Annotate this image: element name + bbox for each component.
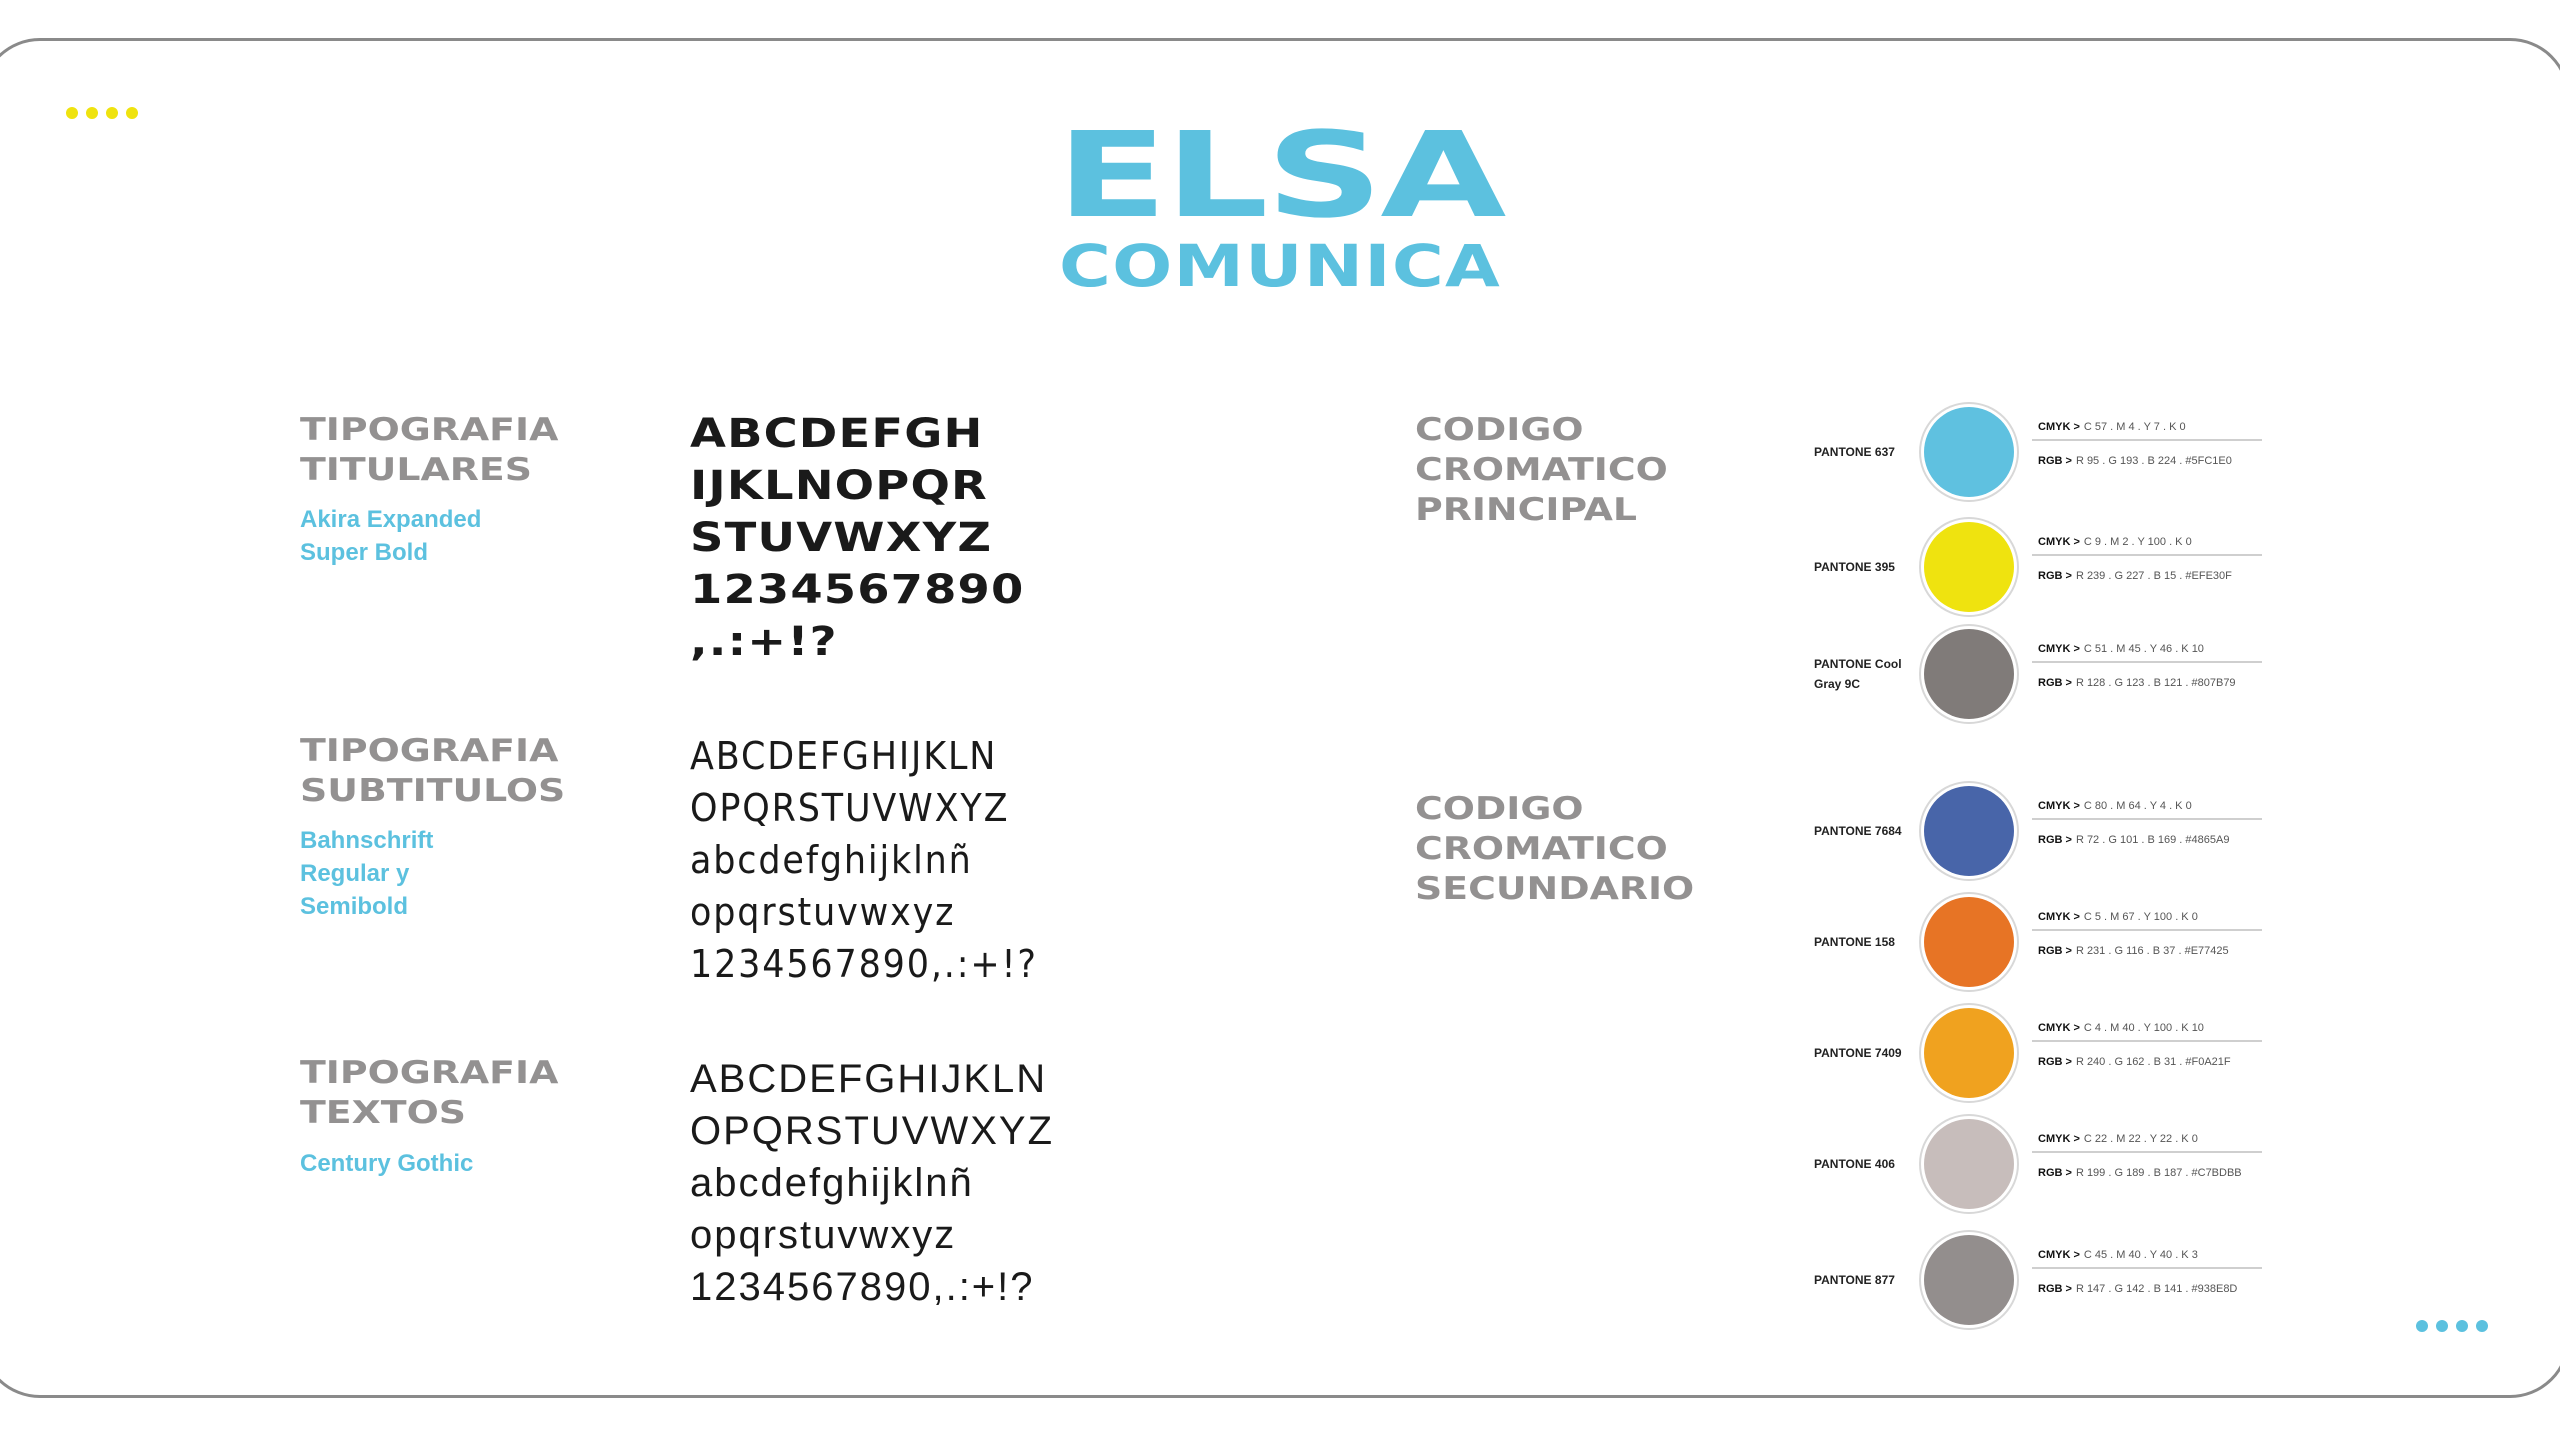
typography-titulares-heading: TIPOGRAFIA TITULARES xyxy=(300,412,559,488)
specimen-line: abcdefghijklnñ xyxy=(690,838,973,882)
specimen-line: opqrstuvwxyz xyxy=(690,890,956,934)
typography-titulares-specimen xyxy=(690,408,1024,668)
rgb-value: R 231 . G 116 . B 37 . #E77425 xyxy=(2075,945,2229,957)
color-swatch xyxy=(1800,407,2260,497)
pantone-label: PANTONE 395 xyxy=(1814,560,1895,574)
cmyk-value: C 9 . M 2 . Y 100 . K 0 xyxy=(2083,536,2192,548)
cmyk-value: C 80 . M 64 . Y 4 . K 0 xyxy=(2083,800,2192,812)
specimen-line: OPQRSTUVWXYZ xyxy=(690,1109,1055,1153)
color-circle xyxy=(1924,629,2014,719)
divider xyxy=(2032,818,2262,820)
color-circle xyxy=(1924,1235,2014,1325)
color-codes xyxy=(2038,534,2250,584)
yellow-dot-icon xyxy=(106,107,118,119)
specimen-line: ABCDEFGHIJKLN xyxy=(690,1057,1048,1101)
color-codes xyxy=(2038,1247,2250,1297)
color-circle xyxy=(1924,407,2014,497)
cmyk-value: C 5 . M 67 . Y 100 . K 0 xyxy=(2083,911,2198,923)
color-codes xyxy=(2038,419,2250,469)
rgb-label: RGB > xyxy=(2038,834,2072,846)
pantone-label: PANTONE Cool Gray 9C xyxy=(1814,657,1902,691)
divider xyxy=(2032,929,2262,931)
dots-decoration-top-left xyxy=(66,107,138,119)
divider xyxy=(2032,439,2262,441)
specimen-line: abcdefghijklnñ xyxy=(690,1161,974,1205)
specimen-line: ABCDEFGHIJKLN xyxy=(690,734,998,778)
blue-dot-icon xyxy=(2416,1320,2428,1332)
rgb-line xyxy=(2038,568,2250,584)
divider xyxy=(2032,1151,2262,1153)
rgb-line xyxy=(2038,1054,2250,1070)
color-swatch xyxy=(1800,1119,2260,1209)
cmyk-value: C 4 . M 40 . Y 100 . K 10 xyxy=(2083,1022,2204,1034)
color-swatch xyxy=(1800,786,2260,876)
specimen-line: ABCDEFGH xyxy=(690,411,984,457)
brand-logo xyxy=(1040,106,1520,301)
cmyk-line xyxy=(2038,1020,2250,1036)
color-codes xyxy=(2038,1131,2250,1181)
color-codes xyxy=(2038,798,2250,848)
color-circle xyxy=(1924,522,2014,612)
cmyk-line xyxy=(2038,798,2250,814)
logo-main-text: ELSA xyxy=(1056,106,1504,244)
color-codes xyxy=(2038,909,2250,959)
rgb-label: RGB > xyxy=(2038,677,2072,689)
color-swatch xyxy=(1800,1008,2260,1098)
rgb-label: RGB > xyxy=(2038,455,2072,467)
color-codes xyxy=(2038,641,2250,691)
rgb-line xyxy=(2038,675,2250,691)
rgb-value: R 95 . G 193 . B 224 . #5FC1E0 xyxy=(2075,455,2232,467)
typography-subtitulos-heading: TIPOGRAFIA SUBTITULOS xyxy=(300,733,566,809)
blue-dot-icon xyxy=(2436,1320,2448,1332)
cmyk-label: CMYK > xyxy=(2038,643,2080,655)
yellow-dot-icon xyxy=(86,107,98,119)
color-circle xyxy=(1924,1119,2014,1209)
pantone-label: PANTONE 7409 xyxy=(1814,1046,1902,1060)
pantone-label: PANTONE 7684 xyxy=(1814,824,1902,838)
cmyk-line xyxy=(2038,641,2250,657)
pantone-label: PANTONE 877 xyxy=(1814,1273,1895,1287)
rgb-value: R 240 . G 162 . B 31 . #F0A21F xyxy=(2075,1056,2231,1068)
divider xyxy=(2032,1267,2262,1269)
rgb-value: R 147 . G 142 . B 141 . #938E8D xyxy=(2075,1283,2238,1295)
pantone-label: PANTONE 406 xyxy=(1814,1157,1895,1171)
divider xyxy=(2032,554,2262,556)
cmyk-label: CMYK > xyxy=(2038,1022,2080,1034)
cmyk-line xyxy=(2038,419,2250,435)
pantone-label: PANTONE 158 xyxy=(1814,935,1895,949)
color-circle xyxy=(1924,1008,2014,1098)
typography-titulares-font: Akira Expanded Super Bold xyxy=(300,506,482,566)
cmyk-label: CMYK > xyxy=(2038,1133,2080,1145)
cmyk-line xyxy=(2038,1247,2250,1263)
rgb-label: RGB > xyxy=(2038,945,2072,957)
rgb-label: RGB > xyxy=(2038,570,2072,582)
rgb-label: RGB > xyxy=(2038,1283,2072,1295)
typography-subtitulos-specimen xyxy=(690,730,1038,990)
color-circle xyxy=(1924,897,2014,987)
color-secondary-heading: CODIGO CROMATICO SECUNDARIO xyxy=(1415,791,1695,907)
color-primary-heading: CODIGO CROMATICO PRINCIPAL xyxy=(1415,412,1668,528)
rgb-label: RGB > xyxy=(2038,1056,2072,1068)
rgb-line xyxy=(2038,1281,2250,1297)
pantone-label: PANTONE 637 xyxy=(1814,445,1895,459)
typography-subtitulos-font: Bahnschrift Regular y Semibold xyxy=(300,827,434,920)
cmyk-label: CMYK > xyxy=(2038,536,2080,548)
cmyk-label: CMYK > xyxy=(2038,911,2080,923)
cmyk-line xyxy=(2038,534,2250,550)
divider xyxy=(2032,1040,2262,1042)
divider xyxy=(2032,661,2262,663)
rgb-value: R 128 . G 123 . B 121 . #807B79 xyxy=(2075,677,2236,689)
color-swatch xyxy=(1800,897,2260,987)
rgb-label: RGB > xyxy=(2038,1167,2072,1179)
specimen-line: opqrstuvwxyz xyxy=(690,1213,957,1257)
cmyk-label: CMYK > xyxy=(2038,421,2080,433)
color-circle xyxy=(1924,786,2014,876)
specimen-line: OPQRSTUVWXYZ xyxy=(690,786,1010,830)
yellow-dot-icon xyxy=(126,107,138,119)
rgb-value: R 239 . G 227 . B 15 . #EFE30F xyxy=(2075,570,2232,582)
cmyk-line xyxy=(2038,1131,2250,1147)
cmyk-label: CMYK > xyxy=(2038,1249,2080,1261)
rgb-line xyxy=(2038,1165,2250,1181)
blue-dot-icon xyxy=(2476,1320,2488,1332)
cmyk-value: C 57 . M 4 . Y 7 . K 0 xyxy=(2083,421,2186,433)
typography-textos-font: Century Gothic xyxy=(300,1150,474,1177)
blue-dot-icon xyxy=(2456,1320,2468,1332)
specimen-line: STUVWXYZ xyxy=(690,515,993,561)
specimen-line: IJKLNOPQR xyxy=(690,463,988,509)
cmyk-value: C 22 . M 22 . Y 22 . K 0 xyxy=(2083,1133,2198,1145)
specimen-line: 1234567890 xyxy=(690,567,1025,613)
logo-sub-text: COMUNICA xyxy=(1059,232,1501,300)
rgb-value: R 72 . G 101 . B 169 . #4865A9 xyxy=(2075,834,2230,846)
rgb-value: R 199 . G 189 . B 187 . #C7BDBB xyxy=(2075,1167,2242,1179)
specimen-line: ,.:+!? xyxy=(690,619,838,665)
cmyk-line xyxy=(2038,909,2250,925)
cmyk-label: CMYK > xyxy=(2038,800,2080,812)
rgb-line xyxy=(2038,453,2250,469)
specimen-line: 1234567890,.:+!? xyxy=(690,1265,1035,1309)
color-codes xyxy=(2038,1020,2250,1070)
rgb-line xyxy=(2038,943,2250,959)
specimen-line: 1234567890,.:+!? xyxy=(690,942,1038,986)
color-swatch xyxy=(1800,522,2260,612)
typography-textos-heading: TIPOGRAFIA TEXTOS xyxy=(300,1055,559,1131)
yellow-dot-icon xyxy=(66,107,78,119)
rgb-line xyxy=(2038,832,2250,848)
cmyk-value: C 45 . M 40 . Y 40 . K 3 xyxy=(2083,1249,2198,1261)
color-swatch xyxy=(1800,629,2260,719)
typography-textos-specimen xyxy=(690,1053,1054,1313)
dots-decoration-bottom-right xyxy=(2416,1320,2488,1332)
cmyk-value: C 51 . M 45 . Y 46 . K 10 xyxy=(2083,643,2204,655)
color-swatch xyxy=(1800,1235,2260,1325)
